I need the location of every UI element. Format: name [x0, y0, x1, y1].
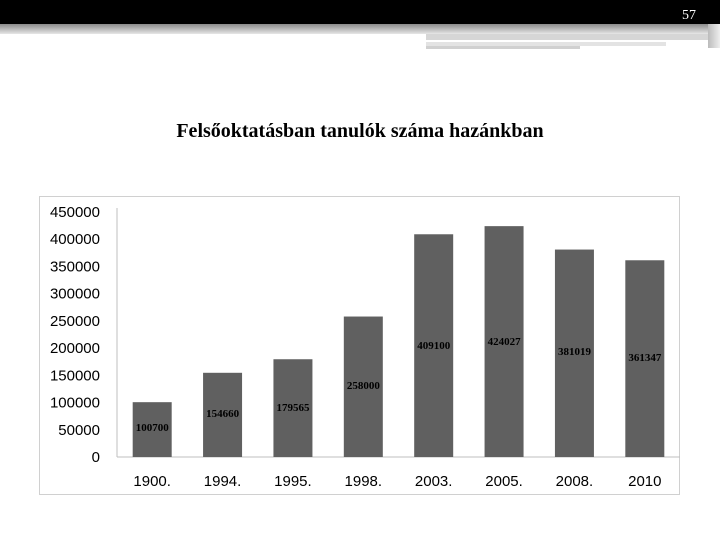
- page-number: 57: [682, 8, 696, 23]
- data-label: 100700: [135, 422, 169, 434]
- y-tick-label: 400000: [49, 231, 100, 249]
- y-tick-label: 450000: [49, 204, 100, 221]
- y-tick-label: 100000: [49, 394, 100, 412]
- data-label: 361347: [628, 352, 662, 364]
- x-tick-label: 2005.: [485, 473, 523, 490]
- x-tick-label: 2003.: [414, 473, 453, 490]
- slide-title: Felsőoktatásban tanulók száma hazánkban: [176, 120, 544, 142]
- y-tick-label: 350000: [49, 258, 100, 276]
- x-tick-label: 1900.: [133, 473, 171, 490]
- y-tick-label: 300000: [49, 285, 100, 303]
- x-tick-label: 1994.: [203, 473, 242, 490]
- data-label: 179565: [276, 402, 310, 414]
- data-label: 409100: [417, 340, 451, 352]
- data-label: 258000: [346, 380, 380, 392]
- y-tick-label: 150000: [49, 367, 100, 385]
- y-tick-label: 0: [91, 449, 100, 466]
- y-tick-label: 250000: [49, 312, 100, 330]
- y-tick-label: 200000: [49, 340, 100, 358]
- y-tick-label: 50000: [58, 421, 100, 439]
- x-tick-label: 1995.: [274, 473, 312, 490]
- data-label: 381019: [557, 346, 591, 358]
- data-label: 154660: [206, 408, 240, 420]
- x-tick-label: 2010: [628, 473, 662, 490]
- x-tick-label: 2008.: [555, 473, 594, 490]
- x-tick-label: 1998.: [344, 473, 383, 490]
- data-label: 424027: [487, 336, 521, 348]
